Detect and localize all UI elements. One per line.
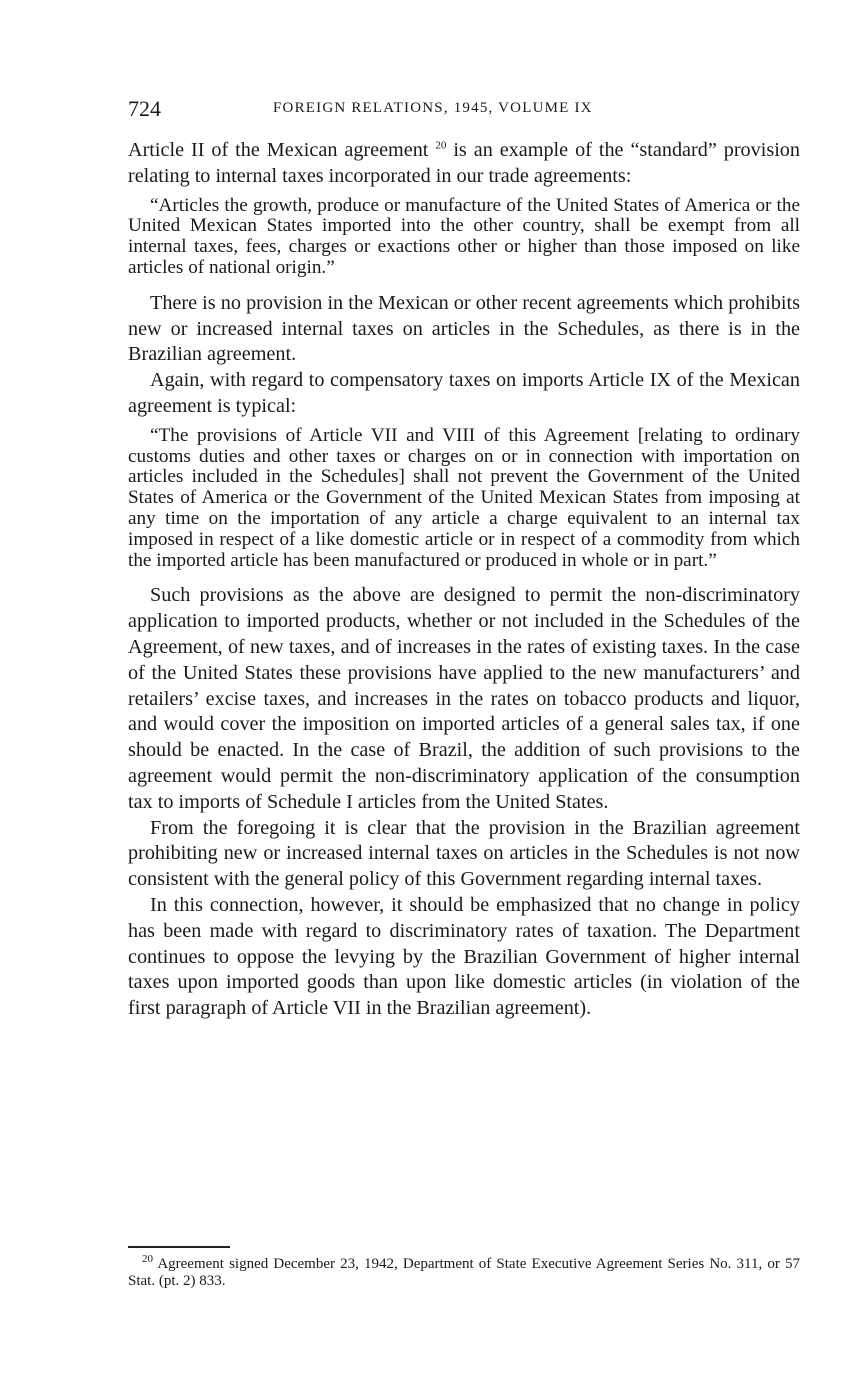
footnote-reference: 20 bbox=[435, 139, 447, 152]
paragraph-no-provision: There is no provision in the Mexican or other recent agreements which prohibits new or increased internal taxes on articles in the Schedules, as there is in the Brazilian agreement. bbox=[128, 291, 800, 366]
block-quote-article-ii: “Articles the growth, produce or manufacture of the United States of America or the United Mexican States imported into the other country, shall be exempt from all internal taxes, fees, charges or exactions other or higher than those imposed on like articles of national origin.” bbox=[128, 194, 800, 278]
paragraph-connection: In this connection, however, it should be emphasized that no change in policy has been made with regard to discriminatory rates of taxation. The Department continues to oppose the levying by the Brazilian Government of higher internal taxes upon imported goods than upon like domestic articles (in violation of the first paragraph of Article VII in the Brazilian agreement). bbox=[128, 893, 800, 1020]
page-header bbox=[128, 96, 800, 124]
running-head: FOREIGN RELATIONS, 1945, VOLUME IX bbox=[273, 100, 593, 116]
paragraph-text: Article II of the Mexican agreement bbox=[128, 139, 429, 161]
paragraph-such-provisions: Such provisions as the above are designed to permit the non-discriminatory application to imported products, whether or not included in the Schedules of the Agreement, of new taxes, and of increases in the rates of existing taxes. In the case of the United States these provisions have applied to the new manufacturers’ and retailers’ excise taxes, and increases in the rates on tobacco products and liquor, and would cover the imposition on imported articles of a general sales tax, if one should be enacted. In the case of Brazil, the addition of such provisions to the agreement would permit the non-discriminatory application of the consumption tax to imports of Schedule I articles from the United States. bbox=[128, 584, 800, 813]
footnote bbox=[128, 1253, 800, 1290]
footnote-divider bbox=[128, 1246, 230, 1248]
footnote-marker: 20 bbox=[142, 1253, 153, 1265]
footnote-text: Agreement signed December 23, 1942, Department of State Executive Agreement Series No. 311, or 57 Stat. (pt. 2) 833. bbox=[128, 1256, 800, 1289]
body-text bbox=[128, 138, 800, 1022]
block-quote-article-ix: “The provisions of Article VII and VIII of this Agreement [relating to ordinary customs duties and other taxes or charges on or in connection with importation on articles included in the Schedules] shall not prevent the Government of the United States of America or the Government of the United Mexican States from imposing at any time on the importation of any article a charge equivalent to an internal tax imposed in respect of a like domestic article or in respect of a commodity from which the imported article has been manufactured or produced in whole or in part.” bbox=[128, 424, 800, 571]
paragraph-foregoing: From the foregoing it is clear that the provision in the Brazilian agreement prohibiting new or increased internal taxes on articles in the Schedules is not now consistent with the general policy of this Government regarding internal taxes. bbox=[128, 816, 800, 891]
paragraph-text: is an example of the “standard” provision relating to internal taxes incorporated in our trade agreements: bbox=[128, 139, 800, 187]
paragraph-compensatory-taxes: Again, with regard to compensatory taxes on imports Article IX of the Mexican agreement is typical: bbox=[128, 369, 800, 417]
page-number: 724 bbox=[128, 96, 161, 121]
paragraph-article-ii bbox=[128, 138, 800, 190]
